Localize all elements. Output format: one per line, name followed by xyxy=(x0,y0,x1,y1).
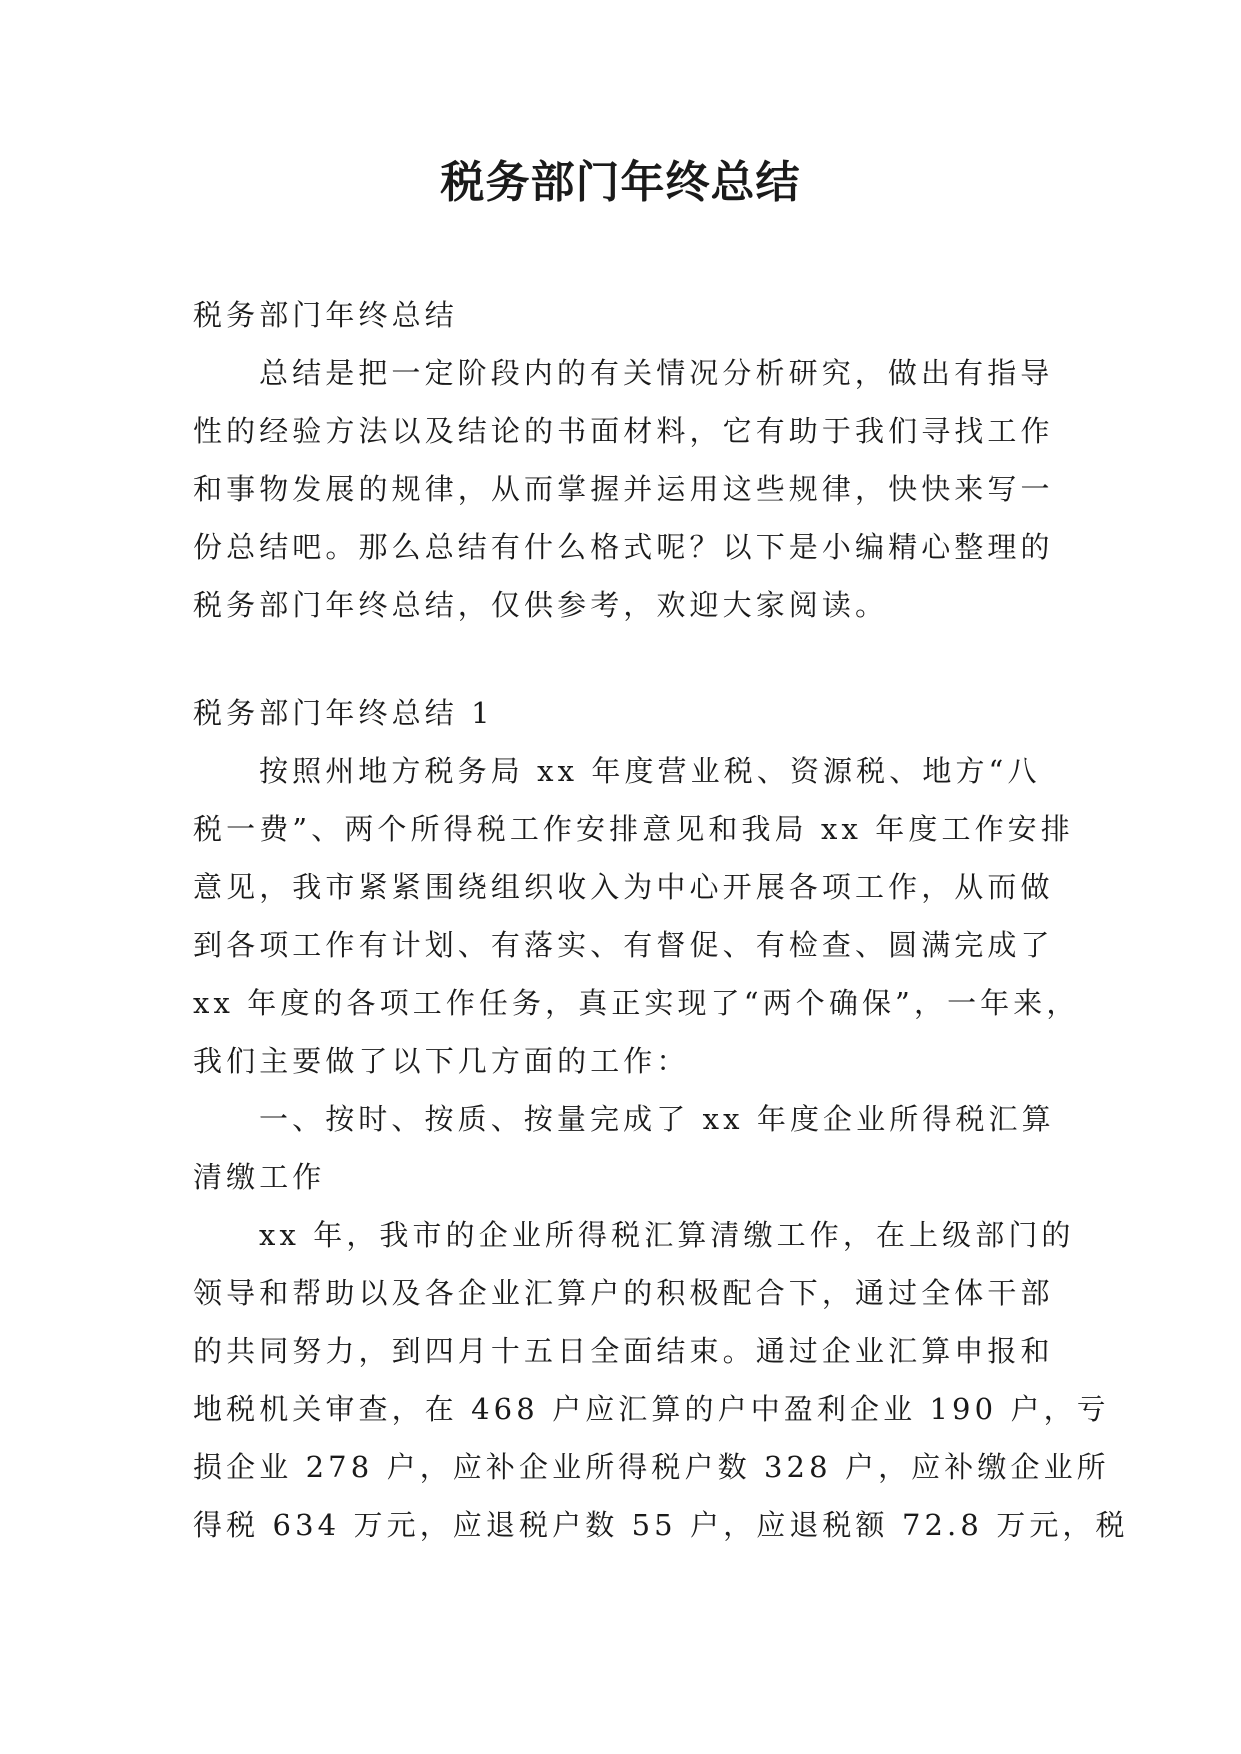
paragraph-line: 按照州地方税务局 xx 年度营业税、资源税、地方“八 xyxy=(259,754,1041,788)
paragraph-line: xx 年，我市的企业所得税汇算清缴工作，在上级部门的 xyxy=(259,1218,1075,1252)
intro-line: 份总结吧。那么总结有什么格式呢？以下是小编精心整理的 xyxy=(193,530,1054,564)
paragraph-line: 地税机关审查，在 468 户应汇算的户中盈利企业 190 户，亏 xyxy=(193,1392,1110,1426)
intro-line: 总结是把一定阶段内的有关情况分析研究，做出有指导 xyxy=(259,356,1054,390)
point-heading-line: 一、按时、按质、按量完成了 xx 年度企业所得税汇算 xyxy=(259,1102,1055,1136)
paragraph-line: 损企业 278 户，应补企业所得税户数 328 户，应补缴企业所 xyxy=(193,1450,1110,1484)
paragraph-line: xx 年度的各项工作任务，真正实现了“两个确保”，一年来， xyxy=(193,986,1080,1020)
paragraph-line: 的共同努力，到四月十五日全面结束。通过企业汇算申报和 xyxy=(193,1334,1054,1368)
intro-line: 税务部门年终总结，仅供参考，欢迎大家阅读。 xyxy=(193,588,889,622)
paragraph-line: 领导和帮助以及各企业汇算户的积极配合下，通过全体干部 xyxy=(193,1276,1054,1310)
paragraph-line: 我们主要做了以下几方面的工作： xyxy=(193,1044,690,1078)
document-subtitle: 税务部门年终总结 xyxy=(193,298,458,332)
intro-line: 和事物发展的规律，从而掌握并运用这些规律，快快来写一 xyxy=(193,472,1054,506)
section-heading: 税务部门年终总结 1 xyxy=(193,696,494,730)
paragraph-line: 意见，我市紧紧围绕组织收入为中心开展各项工作，从而做 xyxy=(193,870,1054,904)
point-heading-line: 清缴工作 xyxy=(193,1160,326,1194)
document-body xyxy=(193,286,1129,1554)
paragraph-gap xyxy=(193,634,1053,684)
document-title: 税务部门年终总结 xyxy=(440,157,801,208)
intro-line: 性的经验方法以及结论的书面材料，它有助于我们寻找工作 xyxy=(193,414,1054,448)
paragraph-line: 税一费”、两个所得税工作安排意见和我局 xx 年度工作安排 xyxy=(193,812,1074,846)
paragraph-line: 得税 634 万元，应退税户数 55 户，应退税额 72.8 万元，税 xyxy=(193,1508,1129,1542)
paragraph-line: 到各项工作有计划、有落实、有督促、有检查、圆满完成了 xyxy=(193,928,1054,962)
